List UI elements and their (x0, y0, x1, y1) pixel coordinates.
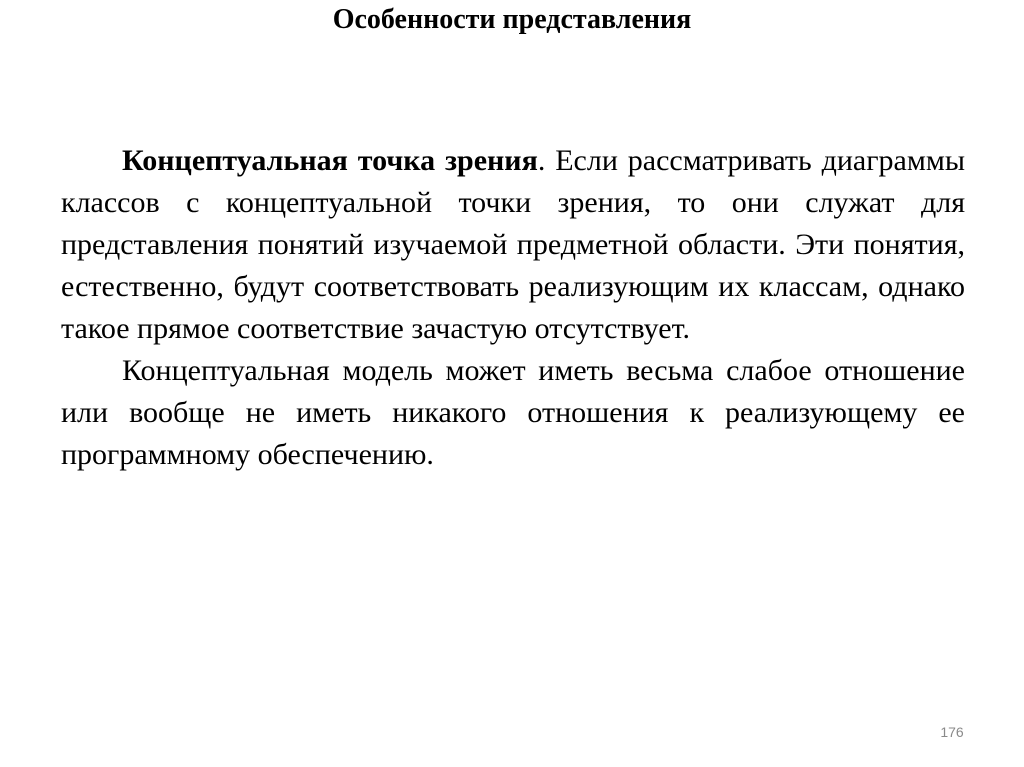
paragraph-bold-lead: Концептуальная точка зрения (122, 144, 538, 177)
paragraph-text: Концептуальная модель может иметь весьма слабое отношение или вообще не иметь никакого отношения к реализующему ее программному обеспечению. (61, 354, 965, 471)
slide-title: Особенности представления (332, 4, 692, 35)
paragraph-text: . Если рассматривать диаграммы классов с концептуальной точки зрения, то они служат для представления понятий изучаемой предметной области. Эти понятия, естественно, будут соответствовать реализующим их классам, однако такое прямое соответствие зачастую отсутствует. (61, 144, 965, 345)
slide-body (61, 140, 965, 476)
page-number: 176 (940, 724, 964, 740)
paragraph-conceptual-viewpoint (61, 140, 965, 350)
paragraph-conceptual-model (61, 350, 965, 476)
